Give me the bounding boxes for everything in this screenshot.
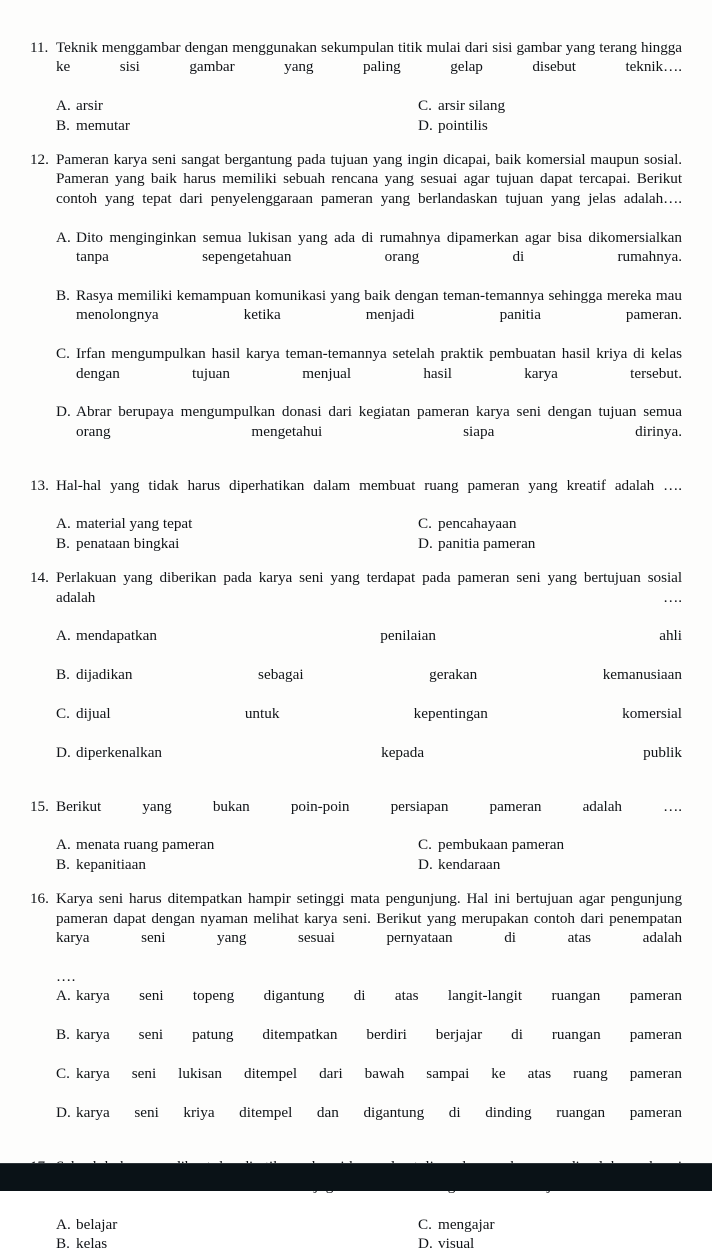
option-key: B. — [56, 1026, 70, 1044]
option-a[interactable] — [56, 96, 418, 115]
option-key: C. — [418, 97, 432, 115]
option-key: D. — [56, 403, 71, 421]
option-text: karya seni kriya ditempel dan digantung di dinding ruangan pameran — [76, 1103, 682, 1121]
option-text: Abrar berupaya mengumpulkan donasi dari kegiatan pameran karya seni dengan tujuan semua orang mengetahui siapa dirinya. — [76, 403, 682, 440]
option-c[interactable] — [56, 1064, 682, 1103]
option-text: visual — [438, 1235, 475, 1253]
answer-options — [30, 228, 682, 461]
option-text: dijadikan sebagai gerakan kemanusiaan — [76, 666, 682, 684]
option-text: diperkenalkan kepada publik — [76, 743, 682, 761]
option-key: A. — [56, 228, 71, 246]
option-text: mengajar — [438, 1215, 495, 1233]
question-number: 13. — [30, 476, 49, 494]
option-key: C. — [418, 1215, 432, 1233]
option-key: B. — [56, 666, 70, 684]
option-d[interactable] — [56, 1103, 682, 1142]
option-key: D. — [418, 1235, 433, 1253]
option-c[interactable] — [418, 835, 682, 854]
option-c[interactable] — [418, 1215, 682, 1234]
option-key: D. — [56, 1103, 71, 1121]
option-key: A. — [56, 515, 71, 533]
option-key: A. — [56, 97, 71, 115]
option-d[interactable] — [418, 534, 682, 553]
option-text: Rasya memiliki kemampuan komunikasi yang baik dengan teman-temannya sehingga mereka mau menolongnya ketika menjadi panitia pameran. — [76, 286, 682, 324]
question-stem — [30, 38, 682, 96]
option-text: kendaraan — [438, 855, 501, 873]
option-text: memutar — [76, 116, 130, 134]
option-text: pembukaan pameran — [438, 836, 565, 854]
option-d[interactable] — [56, 743, 682, 782]
option-key: C. — [56, 345, 70, 363]
option-b[interactable] — [56, 1234, 418, 1253]
answer-options — [30, 986, 682, 1141]
option-b[interactable] — [56, 116, 418, 135]
question-number: 12. — [30, 151, 49, 169]
option-text: material yang tepat — [76, 515, 193, 533]
question-stem — [30, 797, 682, 836]
option-key: B. — [56, 855, 70, 873]
option-a[interactable] — [56, 514, 418, 533]
option-key: D. — [56, 743, 71, 761]
option-text: karya seni lukisan ditempel dari bawah sampai ke atas ruang pameran — [76, 1064, 682, 1082]
option-text: dijual untuk kepentingan komersial — [76, 705, 682, 722]
answer-options — [30, 1215, 682, 1254]
option-text: belajar — [76, 1215, 118, 1233]
option-text: kelas — [76, 1235, 108, 1253]
question-block — [30, 38, 682, 135]
option-text: panitia pameran — [438, 534, 536, 552]
question-block — [30, 797, 682, 875]
question-stem-text: Hal-hal yang tidak harus diperhatikan dalam membuat ruang pameran yang kreatif adalah …. — [56, 476, 682, 494]
question-number: 15. — [30, 797, 49, 815]
option-text: arsir — [76, 97, 103, 115]
question-block — [30, 889, 682, 1141]
option-key: A. — [56, 987, 71, 1005]
question-number: 16. — [30, 890, 49, 908]
option-text: Irfan mengumpulkan hasil karya teman-temannya setelah praktik pembuatan hasil kriya di kelas dengan tujuan menjual hasil karya tersebut. — [76, 345, 682, 382]
option-key: B. — [56, 286, 70, 304]
option-text: pointilis — [438, 116, 488, 134]
option-a[interactable] — [56, 626, 682, 665]
question-stem-text: Karya seni harus ditempatkan hampir setinggi mata pengunjung. Hal ini bertujuan agar pengunjung pameran dapat dengan nyaman melihat karya seni. Berikut yang merupakan contoh dari penempatan karya seni yang sesuai pernyataan di atas adalah — [56, 890, 682, 947]
option-c[interactable] — [418, 514, 682, 533]
question-stem — [30, 476, 682, 515]
option-key: D. — [418, 534, 433, 552]
option-key: B. — [56, 1235, 70, 1253]
option-key: C. — [418, 515, 432, 533]
option-key: C. — [418, 836, 432, 854]
question-list — [30, 38, 682, 1254]
question-stem-text: Berikut yang bukan poin-poin persiapan pameran adalah …. — [56, 797, 682, 815]
question-stem — [30, 889, 682, 967]
option-d[interactable] — [56, 402, 682, 460]
option-text: arsir silang — [438, 97, 506, 115]
option-b[interactable] — [56, 534, 418, 553]
option-b[interactable] — [56, 286, 682, 344]
option-text: penataan bingkai — [76, 534, 180, 552]
option-d[interactable] — [418, 855, 682, 874]
question-stem — [30, 150, 682, 228]
answer-options — [30, 835, 682, 874]
option-key: D. — [418, 116, 433, 134]
option-text: pencahayaan — [438, 515, 517, 533]
option-d[interactable] — [418, 116, 682, 135]
question-block — [30, 476, 682, 554]
option-text: kepanitiaan — [76, 855, 146, 873]
question-stem-ellipsis: …. — [56, 967, 76, 985]
option-text: karya seni topeng digantung di atas langit-langit ruangan pameran — [76, 987, 682, 1005]
option-a[interactable] — [56, 986, 682, 1025]
question-number: 14. — [30, 569, 49, 587]
option-key: A. — [56, 627, 71, 645]
option-key: D. — [418, 855, 433, 873]
option-key: B. — [56, 534, 70, 552]
question-stem-text: Perlakuan yang diberikan pada karya seni yang terdapat pada pameran seni yang bertujuan sosial adalah …. — [56, 569, 682, 606]
option-text: menata ruang pameran — [76, 836, 215, 854]
answer-options — [30, 514, 682, 553]
option-key: A. — [56, 1215, 71, 1233]
option-text: Dito menginginkan semua lukisan yang ada di rumahnya dipamerkan agar bisa dikomersialkan tanpa sepengetahuan orang di rumahnya. — [76, 228, 682, 266]
option-text: mendapatkan penilaian ahli — [76, 627, 682, 645]
option-key: C. — [56, 1064, 70, 1082]
option-text: karya seni patung ditempatkan berdiri berjajar di ruangan pameran — [76, 1026, 682, 1044]
option-b[interactable] — [56, 665, 682, 704]
question-stem — [30, 568, 682, 626]
option-key: A. — [56, 836, 71, 854]
option-b[interactable] — [56, 1025, 682, 1064]
question-number: 11. — [30, 39, 49, 56]
question-stem-text: Teknik menggambar dengan menggunakan sekumpulan titik mulai dari sisi gambar yang terang hingga ke sisi gambar yang paling gelap disebut teknik…. — [56, 39, 682, 76]
option-key: C. — [56, 705, 70, 722]
option-c[interactable] — [418, 96, 682, 115]
question-stem-text: Pameran karya seni sangat bergantung pada tujuan yang ingin dicapai, baik komersial maupun sosial. Pameran yang baik harus memiliki sebuah rencana yang sesuai agar tujuan dapat tercapai. Berikut contoh yang tepat dari penyelenggaraan pameran yang berlandaskan tujuan yang jelas adalah…. — [56, 151, 682, 207]
answer-options — [30, 626, 682, 781]
question-block — [30, 568, 682, 781]
system-navigation-bar — [0, 1163, 712, 1191]
option-b[interactable] — [56, 855, 418, 874]
option-a[interactable] — [56, 228, 682, 286]
question-block — [30, 150, 682, 461]
answer-options — [30, 96, 682, 135]
option-key: B. — [56, 116, 70, 134]
option-c[interactable] — [56, 704, 682, 743]
option-a[interactable] — [56, 835, 418, 854]
option-d[interactable] — [418, 1234, 682, 1253]
option-c[interactable] — [56, 344, 682, 402]
option-a[interactable] — [56, 1215, 418, 1234]
